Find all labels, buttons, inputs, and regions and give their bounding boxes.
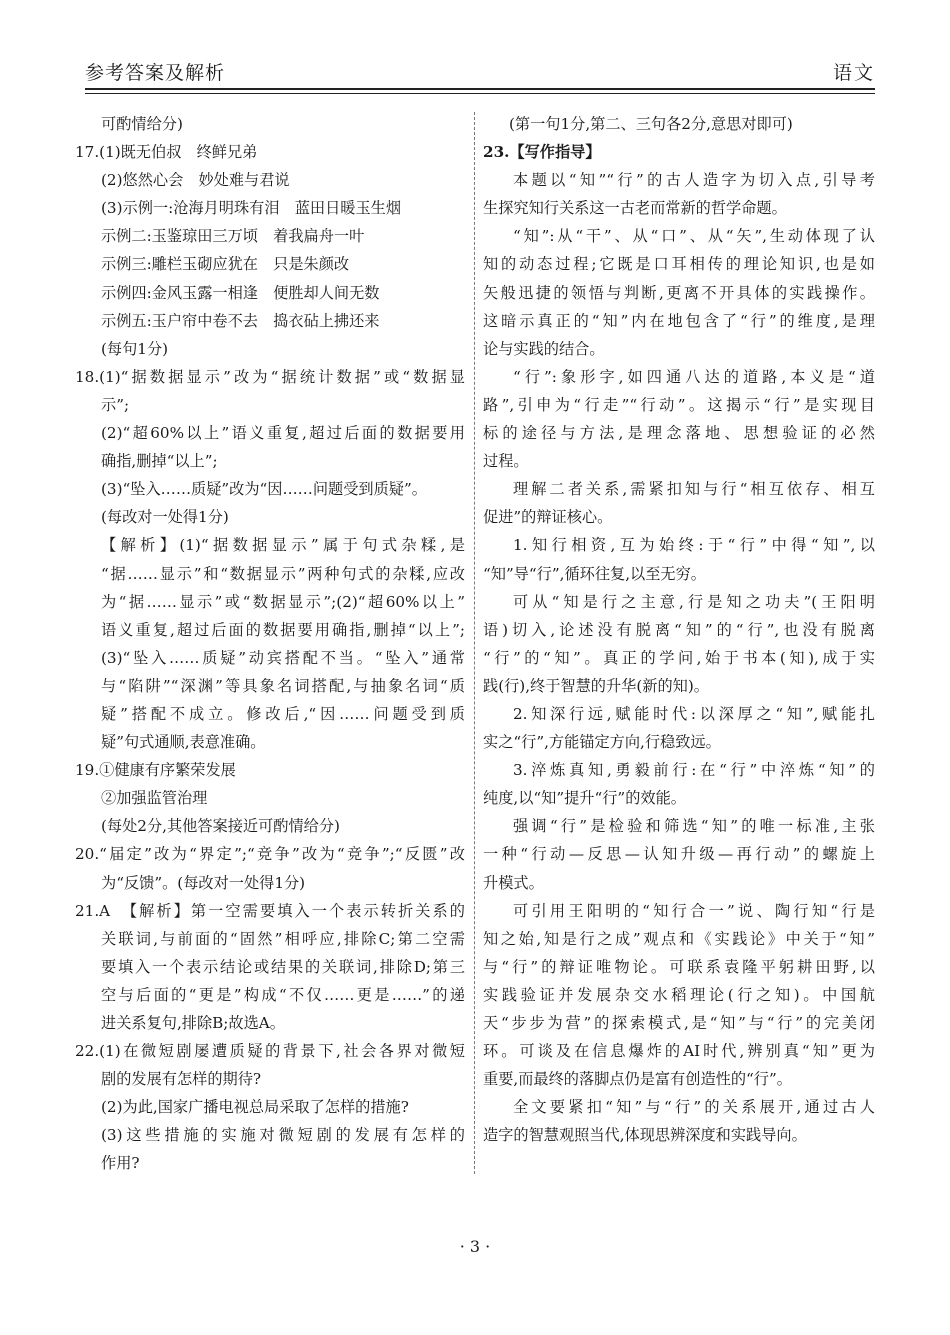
text-line: (3)“坠入……质疑”动宾搭配不当。“坠入”通常 <box>101 648 465 667</box>
text-line: 升模式。 <box>483 873 544 892</box>
text-line: 19.①健康有序繁荣发展 <box>75 761 236 780</box>
text-line: 矢般迅捷的领悟与判断,更离不开具体的实践操作。 <box>483 283 875 302</box>
left-column <box>75 110 465 1178</box>
text-line: (3)这些措施的实施对微短剧的发展有怎样的 <box>101 1126 465 1145</box>
text-line: 示例三:雕栏玉砌应犹在 只是朱颜改 <box>101 255 350 274</box>
text-line: 纯度,以“知”提升“行”的效能。 <box>483 789 686 808</box>
text-line: 疑”句式通顺,表意准确。 <box>101 733 266 752</box>
text-line: 实践验证并发展杂交水稻理论(行之知)。中国航 <box>483 985 875 1004</box>
text-line: 关联词,与前面的“固然”相呼应,排除C;第二空需 <box>101 929 465 948</box>
text-line: 与“陷阱”“深渊”等具象名词搭配,与抽象名词“质 <box>101 676 465 695</box>
text-line: “行”:象形字,如四通八达的道路,本义是“道 <box>513 367 875 386</box>
text-line: 示例五:玉户帘中卷不去 捣衣砧上拂还来 <box>101 311 380 330</box>
text-line: 示例四:金风玉露一相逢 便胜却人间无数 <box>101 283 380 302</box>
text-line: ②加强监管治理 <box>101 789 208 808</box>
text-line: 可从“知是行之主意,行是知之功夫”(王阳明 <box>513 592 875 611</box>
text-line: 标的途径与方法,是理念落地、思想验证的必然 <box>483 424 875 443</box>
text-line: 进关系复句,排除B;故选A。 <box>101 1014 285 1032</box>
text-line: 知之始,知是行之成”观点和《实践论》中关于“知” <box>483 929 875 948</box>
text-line: 示例二:玉鉴琼田三万顷 着我扁舟一叶 <box>101 227 365 246</box>
text-line: 过程。 <box>483 452 529 471</box>
text-line: 疑”搭配不成立。修改后,“因……问题受到质 <box>101 704 465 723</box>
text-line: 造字的智慧观照当代,体现思辨深度和实践导向。 <box>483 1126 807 1145</box>
text-line: 语)切入,论述没有脱离“知”的“行”,也没有脱离 <box>483 620 875 639</box>
text-line: 3.淬炼真知,勇毅前行:在“行”中淬炼“知”的 <box>513 761 875 780</box>
text-line: 本题以“知”“行”的古人造字为切入点,引导考 <box>513 171 875 190</box>
text-line: 作用? <box>101 1154 140 1173</box>
text-line: 环。可谈及在信息爆炸的AI时代,辨别真“知”更为 <box>483 1042 875 1061</box>
column-divider <box>474 112 475 1174</box>
text-line: 可酌情给分) <box>101 115 183 133</box>
text-line: 可引用王阳明的“知行合一”说、陶行知“行是 <box>513 901 875 920</box>
text-line: 剧的发展有怎样的期待? <box>101 1070 262 1089</box>
text-line: 【解析】(1)“据数据显示”属于句式杂糅,是 <box>101 536 465 555</box>
text-line: 语义重复,超过后面的数据要用确指,删掉“以上”; <box>101 620 465 639</box>
text-line: 实之“行”,方能锚定方向,行稳致远。 <box>483 733 721 752</box>
text-line: 践(行),终于智慧的升华(新的知)。 <box>483 676 709 695</box>
text-line: 知的动态过程;它既是口耳相传的理论知识,也是如 <box>483 255 875 274</box>
text-line: 1.知行相资,互为始终:于“行”中得“知”,以 <box>513 536 875 555</box>
text-line: (每改对一处得1分) <box>101 508 229 527</box>
text-line: 路”,引申为“行走”“行动”。这揭示“行”是实现目 <box>483 395 875 414</box>
text-line: (3)“坠入……质疑”改为“因……问题受到质疑”。 <box>101 480 427 499</box>
text-line: 重要,而最终的落脚点仍是富有创造性的“行”。 <box>483 1070 792 1089</box>
page-number: · 3 · <box>459 1237 491 1256</box>
text-line: “据……显示”和“数据显示”两种句式的杂糅,应改 <box>101 564 465 583</box>
text-line: 一种“行动—反思—认知升级—再行动”的螺旋上 <box>483 845 875 864</box>
text-line: (每处2分,其他答案接近可酌情给分) <box>101 817 340 836</box>
text-line: (2)悠然心会 妙处难与君说 <box>101 171 290 190</box>
text-line: 天“步步为营”的探索模式,是“知”与“行”的完美闭 <box>483 1014 875 1032</box>
text-line: 生探究知行关系这一古老而常新的哲学命题。 <box>483 199 787 218</box>
text-line: 22.(1)在微短剧屡遭质疑的背景下,社会各界对微短 <box>75 1042 465 1061</box>
header-rule-thick <box>85 88 875 90</box>
text-line: 为“据……显示”或“数据显示”;(2)“超60%以上” <box>101 592 465 611</box>
text-line: 与“行”的辩证唯物论。可联系袁隆平躬耕田野,以 <box>483 957 875 976</box>
header-subject: 语文 <box>832 62 875 84</box>
text-line: 空与后面的“更是”构成“不仅……更是……”的递 <box>101 985 465 1004</box>
text-line: 23.【写作指导】 <box>483 143 601 162</box>
text-line: 强调“行”是检验和筛选“知”的唯一标准,主张 <box>513 817 875 836</box>
text-line: 17.(1)既无伯叔 终鲜兄弟 <box>75 143 258 162</box>
text-line: 21.A 【解析】第一空需要填入一个表示转折关系的 <box>75 901 465 920</box>
text-line: (2)“超60%以上”语义重复,超过后面的数据要用 <box>101 424 465 443</box>
right-column <box>483 110 875 1149</box>
text-line: 全文要紧扣“知”与“行”的关系展开,通过古人 <box>513 1098 875 1117</box>
text-line: (每句1分) <box>101 339 169 358</box>
text-line: 论与实践的结合。 <box>483 339 605 358</box>
text-line: 18.(1)“据数据显示”改为“据统计数据”或“数据显 <box>75 367 465 386</box>
text-line: “行”的“知”。真正的学问,始于书本(知),成于实 <box>483 648 875 667</box>
text-line: “知”:从“干”、从“口”、从“矢”,生动体现了认 <box>513 227 875 246</box>
text-line: (2)为此,国家广播电视总局采取了怎样的措施? <box>101 1098 409 1117</box>
text-line: (3)示例一:沧海月明珠有泪 蓝田日暖玉生烟 <box>101 199 402 218</box>
header-title: 参考答案及解析 <box>85 62 226 84</box>
text-line: 确指,删掉“以上”; <box>101 452 218 471</box>
text-line: 20.“届定”改为“界定”;“竞争”改为“竞争”;“反匮”改 <box>75 845 465 864</box>
text-line: 示”; <box>101 395 130 414</box>
text-line: “知”导“行”,循环往复,以至无穷。 <box>483 564 706 583</box>
text-line: 为“反馈”。(每改对一处得1分) <box>101 873 306 892</box>
text-line: 理解二者关系,需紧扣知与行“相互依存、相互 <box>513 480 875 499</box>
page-header <box>85 58 875 90</box>
text-line: 这暗示真正的“知”内在地包含了“行”的维度,是理 <box>483 311 875 330</box>
text-line: (第一句1分,第二、三句各2分,意思对即可) <box>509 115 793 133</box>
text-line: 促进”的辩证核心。 <box>483 508 613 527</box>
text-line: 2.知深行远,赋能时代:以深厚之“知”,赋能扎 <box>513 704 875 723</box>
text-line: 要填入一个表示结论或结果的关联词,排除D;第三 <box>101 957 465 976</box>
header-rule-thin <box>85 93 875 94</box>
